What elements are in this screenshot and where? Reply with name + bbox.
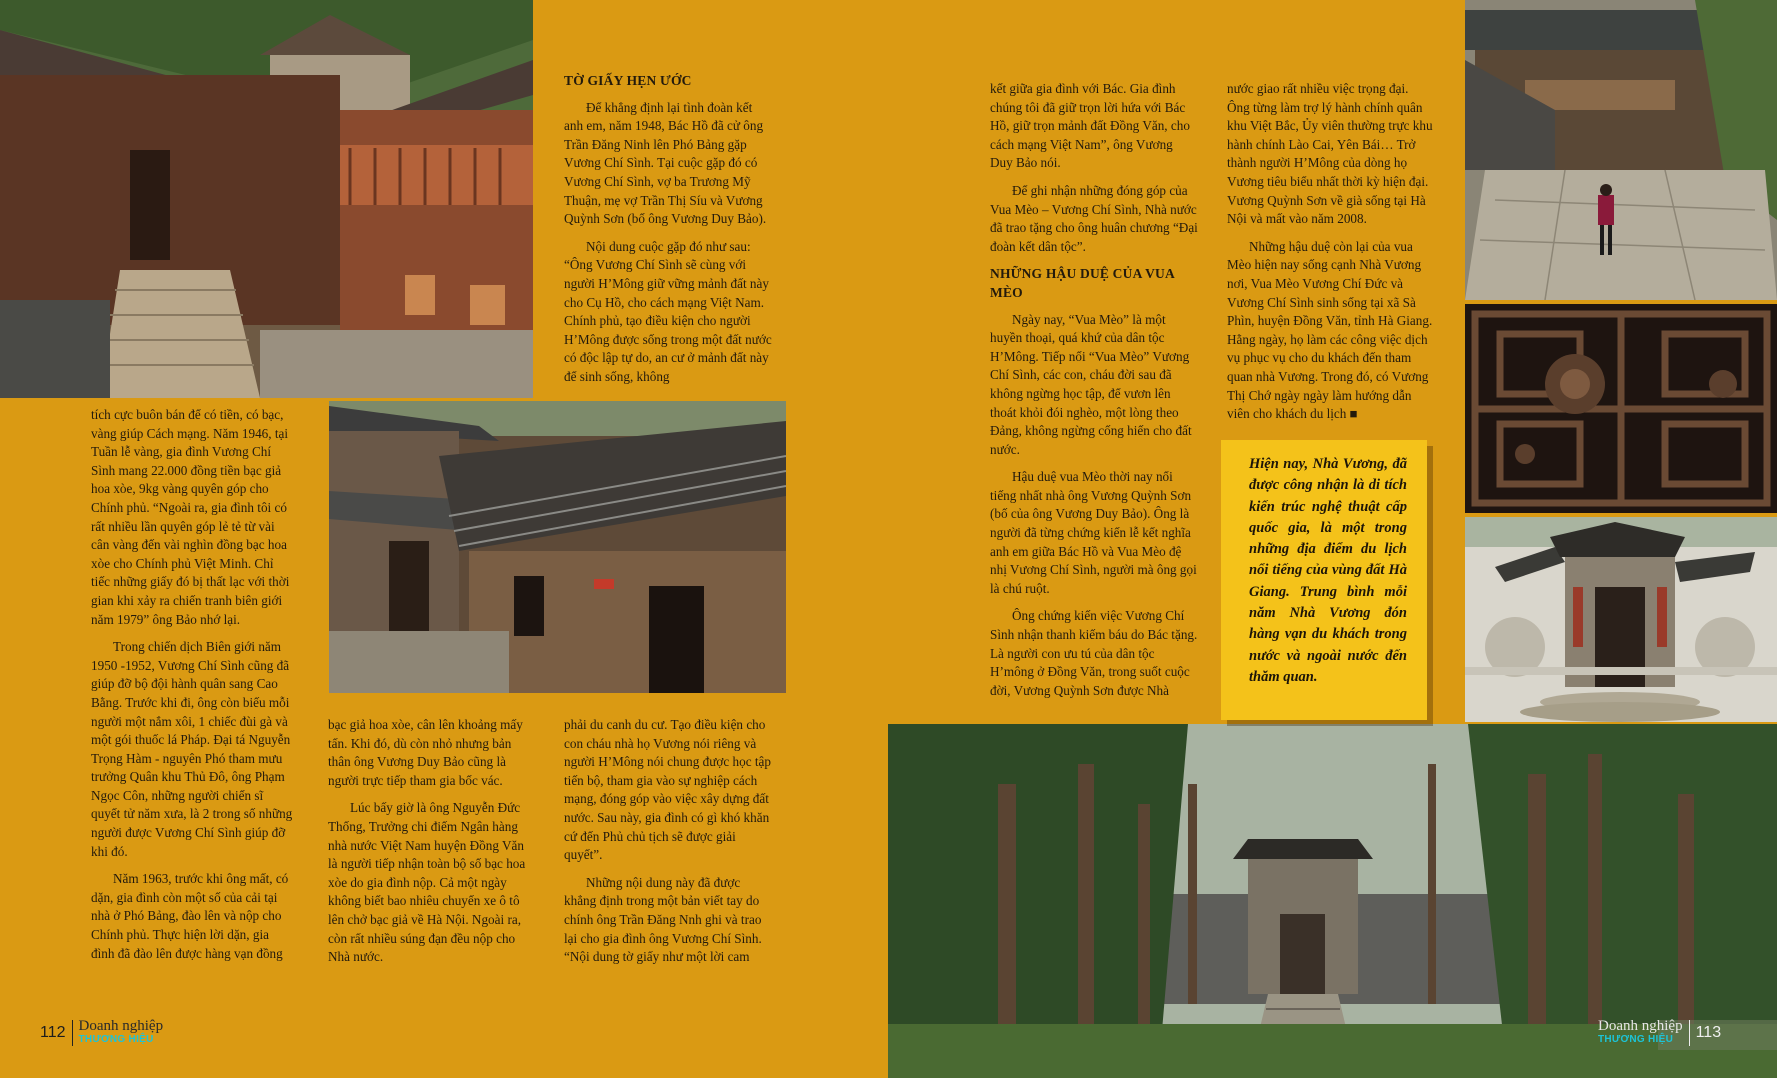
paragraph: Lúc bấy giờ là ông Nguyễn Đức Thống, Trưởng chi điếm Ngân hàng nhà nước Việt Nam huyện Đồng Văn là người tiếp nhận toàn bộ số bạc hoa xòe do gia đình nộp. Cả một ngày không biết bao nhiêu chuyến xe ô tô lên chở bạc giả về Hà Nội. Ngoài ra, còn rất nhiều súng đạn đều nộp cho Nhà nước. [328, 800, 526, 965]
paragraph: Hậu duệ vua Mèo thời nay nổi tiếng nhất nhà ông Vương Quỳnh Sơn (bố của ông Vương Duy Bảo). Ông là người đã từng chứng kiến lễ kết nghĩa anh em giữa Bác Hồ và Vua Mèo đệ nhị Vương Chí Sình, người mà ông gọi là chú ruột. [990, 469, 1197, 596]
section-heading: TỜ GIẤY HẸN ƯỚC [564, 73, 692, 88]
right-column-2 [1227, 80, 1433, 433]
paragraph: Nội dung cuộc gặp đó như sau: “Ông Vương Chí Sình sẽ cùng với người H’Mông giữ vững mảnh đất này cho Cụ Hồ, cho cách mạng Việt Nam. Chính phủ, tạo điều kiện cho người H’Mông được sống trong một đất nước có độc lập tự do, an cư ở mảnh đất này để sinh sống, không [564, 238, 772, 384]
photo-stone-courtyard-visitor [1465, 0, 1777, 300]
magazine-logo [1598, 1020, 1683, 1046]
page-number: 113 [1695, 1024, 1722, 1041]
footer-divider [72, 1020, 73, 1046]
logo-line-2: THƯƠNG HIỆU [78, 1034, 154, 1045]
pull-quote: Hiện nay, Nhà Vương, đã được công nhận là di tích kiến trúc nghệ thuật cấp quốc gia, là một trong những địa điểm du lịch nổi tiếng của vùng đất Hà Giang. Trung bình mỗi năm Nhà Vương đón hàng vạn du khách trong nước và ngoài nước đến thăm quan. [1221, 440, 1427, 720]
paragraph: Ngày nay, “Vua Mèo” là một huyền thoại, quá khứ của dân tộc H’Mông. Tiếp nối “Vua Mèo” Vương Chí Sình, các con, cháu đời sau đã không ngừng học tập, để vươn lên thoát khỏi đói nghèo, một lòng theo Đảng, không ngừng cống hiến cho đất nước. [990, 311, 1192, 457]
paragraph: phải du canh du cư. Tạo điều kiện cho con cháu nhà họ Vương nói riêng và người H’Mông nói chung được học tập tiến bộ, tham gia vào sự nghiệp cách mạng, đóng góp vào việc xây dựng đất nước. Sau này, gia đình có gì khó khăn cứ đến Phủ chủ tịch sẽ được giải quyết”. [564, 717, 771, 863]
paragraph: nước giao rất nhiều việc trọng đại. Ông từng làm trợ lý hành chính quân khu Việt Bắc, Ủy viên thường trực khu hành chính Lào Cai, Yên Bái… Trở thành người H’Mông của dòng họ Vương tiêu biểu nhất thời kỳ hiện đại. Vương Quỳnh Sơn về già sống tại Hà Nội và mất vào năm 2008. [1227, 81, 1433, 227]
page-number: 112 [40, 1024, 66, 1041]
footer-right [1598, 1020, 1721, 1046]
photo-tiled-roof-courtyard [329, 401, 786, 693]
paragraph: tích cực buôn bán để có tiền, có bạc, vàng giúp Cách mạng. Năm 1946, tại Tuần lễ vàng, gia đình Vương Chí Sình mang 22.000 đồng tiền bạc giả hoa xòe, 9kg vàng quyên góp cho Chính phủ. “Ngoài ra, gia đình tôi có rất nhiều lần quyên góp lẻ tẻ từ vài cân vàng đến vài nghìn đồng bạc hoa xòe cho Chính phủ Việt Minh. Chỉ tiếc những giấy đó bị thất lạc với thời gian khi xảy ra chiến tranh biên giới năm 1979” ông Bảo nhớ lại. [91, 407, 290, 627]
paragraph: Năm 1963, trước khi ông mất, có dặn, gia đình còn một số của cải tại nhà ở Phó Bảng, đào lên và nộp cho Chính phủ. Thực hiện lời dặn, gia đình đã đào lên được hàng vạn đồng [91, 871, 289, 961]
paragraph: Ông chứng kiến việc Vương Chí Sình nhận thanh kiếm báu do Bác tặng. Là người con ưu tú của dân tộc H’mông ở Đồng Văn, trong suốt cuộc đời, Vương Quỳnh Sơn được Nhà [990, 608, 1198, 698]
footer-left [40, 1020, 163, 1046]
footer-divider [1689, 1020, 1690, 1046]
paragraph: bạc giả hoa xòe, cân lên khoảng mấy tấn. Khi đó, dù còn nhỏ nhưng bản thân ông Vương Duy Bảo cũng là người trực tiếp tham gia bốc vác. [328, 717, 523, 788]
section-heading: NHỮNG HẬU DUỆ CỦA VUA MÈO [990, 266, 1175, 300]
paragraph: Để khẳng định lại tình đoàn kết anh em, năm 1948, Bác Hồ đã cử ông Trần Đăng Ninh lên Phó Bảng gặp Vương Chí Sình. Tại cuộc gặp đó có Vương Chí Sình, vợ ba Trương Mỹ Thuận, mẹ vợ Trần Thị Síu và Vương Quỳnh Sơn (bố ông Vương Duy Bảo). [564, 99, 767, 227]
logo-line-1: Doanh nghiệp [78, 1018, 164, 1034]
right-column-1 [990, 80, 1198, 709]
photo-carved-wood-lattice [1465, 304, 1777, 513]
left-column-3-top [564, 70, 772, 396]
left-column-3-bottom [564, 716, 772, 976]
paragraph: Trong chiến dịch Biên giới năm 1950 -1952, Vương Chí Sình cũng đã giúp đỡ bộ đội hành quân sang Cao Bằng. Trước khi đi, ông còn biếu mỗi người một nắm xôi, 1 chiếc đùi gà và một gói thuốc lá Pháp. Đại tá Nguyễn Trọng Hàm - nguyên Phó tham mưu trưởng Quân khu Thủ Đô, ông Phạm Ngọc Côn, những người chiến sĩ quyết tử năm xưa, là 2 trong số những người được Vương Chí Sình giúp đỡ khi đó. [91, 639, 293, 859]
paragraph: Những hậu duệ còn lại của vua Mèo hiện nay sống cạnh Nhà Vương nơi, Vua Mèo Vương Chí Đức và Vương Chí Sình sinh sống tại xã Sà Phìn, huyện Đồng Văn, tỉnh Hà Giang. Hằng ngày, họ làm các công việc dịch vụ phục vụ cho du khách đến tham quan nhà Vương. Trong đó, có Vương Thị Chớ ngày ngày làm hướng dẫn viên cho khách du lịch ■ [1227, 238, 1433, 422]
left-column-1 [91, 406, 295, 972]
left-column-2 [328, 716, 532, 976]
photo-white-gate [1465, 517, 1777, 722]
paragraph: Những nội dung này đã được khẳng định trong một bản viết tay do chính ông Trần Đăng Nnh ghi và trao lại cho gia đình ông Vương Chí Sình. “Nội dung tờ giấy như một lời cam [564, 874, 762, 965]
magazine-logo [79, 1020, 164, 1046]
logo-line-1: Doanh nghiệp [1598, 1018, 1683, 1034]
paragraph: Để ghi nhận những đóng góp của Vua Mèo – Vương Chí Sình, Nhà nước đã trao tặng cho ông huân chương “Đại đoàn kết dân tộc”. [990, 182, 1198, 254]
photo-wooden-house-courtyard [0, 0, 533, 398]
paragraph: kết giữa gia đình với Bác. Gia đình chúng tôi đã giữ trọn lời hứa với Bác Hồ, giữ trọn mảnh đất Đồng Văn, cho cách mạng Việt Nam”, ông Vương Duy Bảo nói. [990, 81, 1190, 171]
logo-line-2: THƯƠNG HIỆU [1598, 1034, 1674, 1045]
